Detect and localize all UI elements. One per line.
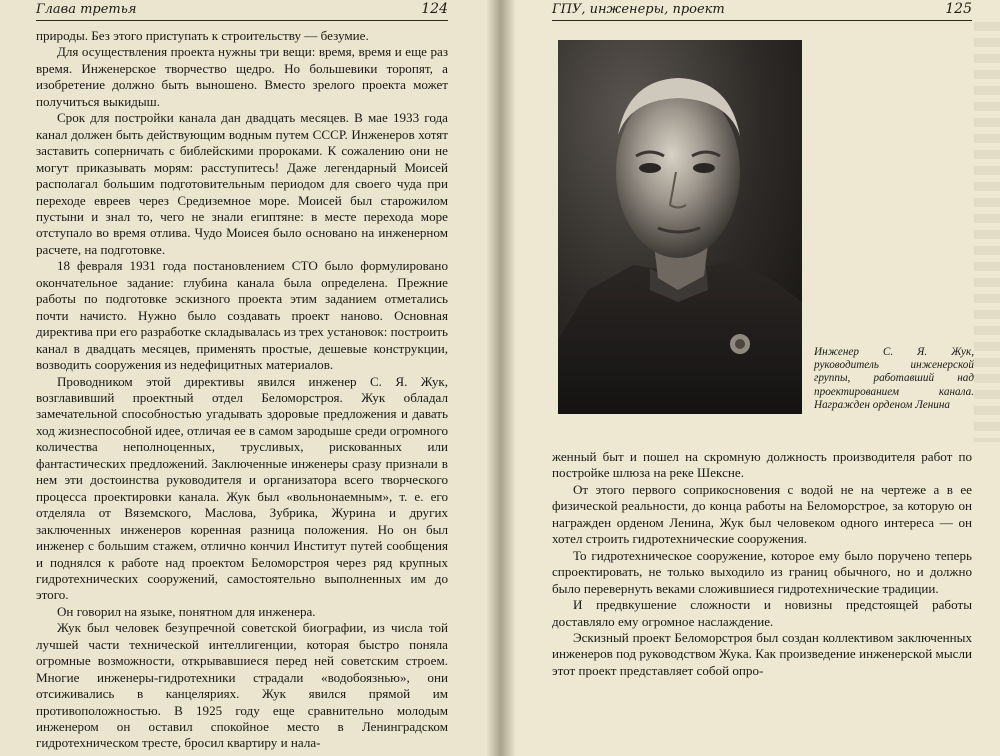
paragraph: Эскизный проект Беломорстроя был создан коллективом заключенных инженеров под руководством Жука. Как произведение инженерской мысли этот проект представляет собой опро-: [552, 629, 972, 678]
right-running-head: [552, 0, 972, 21]
left-body-text: [36, 28, 448, 752]
book-gutter: [486, 0, 516, 756]
bleed-through-text: [974, 22, 1000, 442]
portrait-image: [558, 40, 802, 414]
paragraph: Для осуществления проекта нужны три вещи: время, время и еще раз время. Инженерское творчество щедро. Но большевики торопят, а изобретение должно быть выношено. Вместо зрелого проекта может получиться выкидыш.: [36, 44, 448, 109]
paragraph: Жук был человек безупречной советской биографии, из числа той лучшей части технической интеллигенции, которая быстро поняла огромные возможности, открывавшиеся перед ней советским строем. Многие инженеры-гидротехники страдали «водобоязнью», они отсиживались в канцеляриях. Жук явился прямой им противоположностью. В 1925 году еще сравнительно молодым инженером он оставил спокойное место в Ленинградском гидротехническом тресте, бросил квартиру и нала-: [36, 620, 448, 751]
paragraph: То гидротехническое сооружение, которое ему было поручено теперь спроектировать, не только выходило из границ обычного, но и должно было перевернуть веками сложившиеся гидротехнические традиции.: [552, 547, 972, 596]
right-page: [502, 0, 1000, 756]
paragraph: 18 февраля 1931 года постановлением СТО было формулировано окончательное задание: глубина канала была определена. Прежние работы по подготовке эскизного проекта этим заданием отметались почти начисто. Нужно было создавать проект наново. Основная директива при его разработке складывалась из трех установок: построить канал в двадцать месяцев, применять простые, дешевые конструкции, возводить сооружения из недефицитных материалов.: [36, 258, 448, 373]
right-section-title: ГПУ, инженеры, проект: [552, 2, 725, 17]
paragraph: От этого первого соприкосновения с водой не на чертеже а в ее физической реальности, до конца работы на Беломорстрое, за которую он награжден орденом Ленина, Жук был человеком одного интереса — он хотел строить гидротехнические сооружения.: [552, 481, 972, 547]
photo-caption: Инженер С. Я. Жук, руководитель инженерской группы, работавший над проектированием канала. Награжден орденом Ленина: [814, 346, 974, 411]
paragraph: Проводником этой директивы явился инженер С. Я. Жук, возглавивший проектный отдел Беломорстроя. Жук обладал замечательной способностью угадывать здоровые предложения и давать ход жизнеспособной идее, отличая ее в самом зародыше среди огромного количества неполноценных, трусливых, рискованных или фантастических предложений. Заключенные инженеры сразу признали в нем эти достоинства руководителя и организатора всего творческого процесса проектировки канала. Жук был «вольнонаемным», т. е. его отделяла от Вяземского, Маслова, Зубрика, Журина и других заключенных инженеров коренная разница положения. Но он был инженер с большим стажем, отлично кончил Институт путей сообщения и поднялся к работе над проектом Беломорстроя через ряд крупных гидротехнических сооружений, самостоятельно выполненных им до этого.: [36, 373, 448, 603]
paragraph: И предвкушение сложности и новизны предстоящей работы доставляло ему огромное наслаждение.: [552, 597, 972, 629]
left-page: [0, 0, 498, 756]
left-chapter-title: Глава третья: [36, 2, 137, 17]
left-running-head: [36, 0, 448, 21]
paragraph: Срок для постройки канала дан двадцать месяцев. В мае 1933 года канал должен быть действующим водным путем СССР. Инженеров хотят заставить соперничать с библейскими пророками. К сожалению они не могут приказывать морям: расступитесь! Даже легендарный Моисей располагал большим подготовительным периодом для своего чуда при переходе евреев через Средиземное море. Моисей был старожилом пустыни и знал то, чего не знали египтяне: в месте перехода море отступало во время отлива. Чудо Моисея было основано на инженерном расчете, на подготовке.: [36, 110, 448, 257]
right-body-text: [552, 449, 972, 679]
left-page-number: 124: [421, 1, 448, 17]
right-page-number: 125: [945, 1, 972, 17]
paragraph: Он говорил на языке, понятном для инженера.: [56, 603, 316, 619]
paragraph: женный быт и пошел на скромную должность производителя работ по постройке шлюза на реке Шексне.: [552, 449, 972, 481]
portrait-photo: [558, 40, 802, 414]
paragraph: природы. Без этого приступать к строительству — безумие.: [36, 28, 369, 43]
